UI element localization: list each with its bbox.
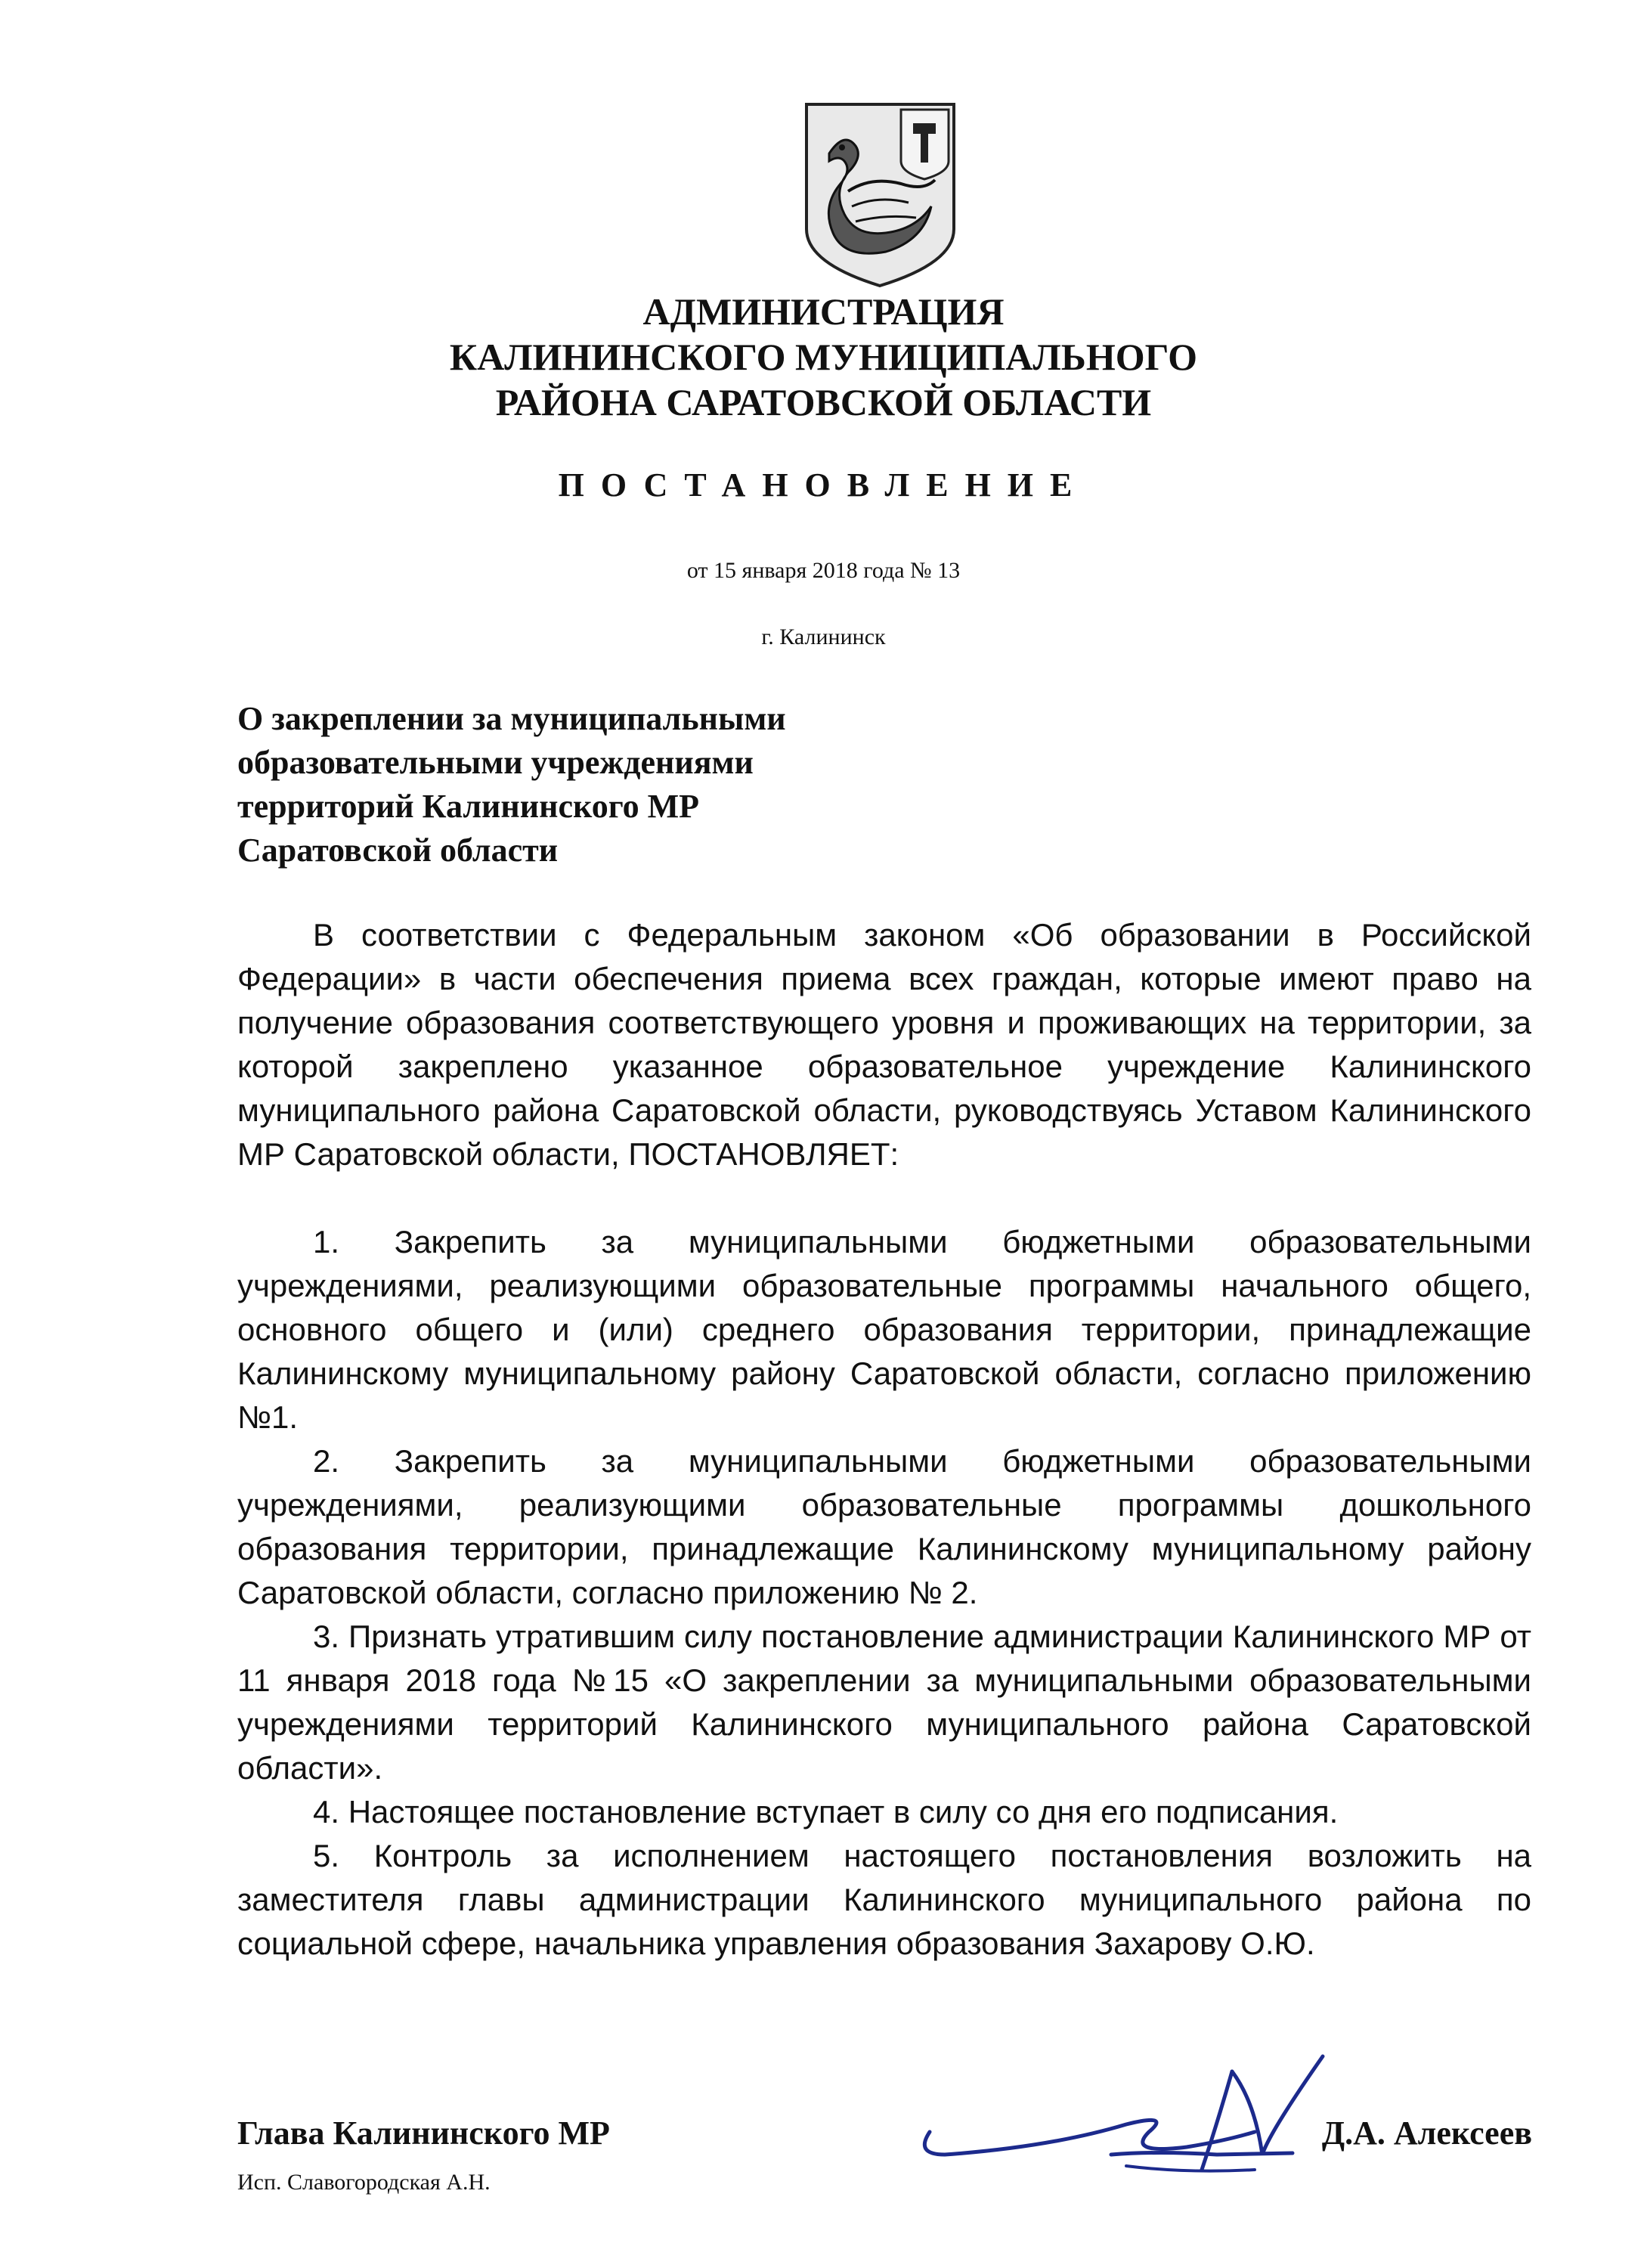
document-city: г. Калининск (761, 624, 886, 649)
document-subject (237, 697, 918, 872)
subject-line: О закреплении за муниципальными (237, 700, 786, 737)
coat-of-arms-icon (803, 101, 958, 290)
document-type: ПОСТАНОВЛЕНИЕ (558, 466, 1089, 503)
document-body (237, 913, 1531, 1966)
document-date-number: от 15 января 2018 года № 13 (686, 558, 961, 583)
resolution-item-3: 3. Признать утратившим силу постановление администрации Калининского МР от 11 января 2018 года №15 «О закреплении за муниципальными образовательными учреждениями территорий Калининского муниципального района Саратовской области». (237, 1619, 1531, 1786)
org-name-line-2: КАЛИНИНСКОГО МУНИЦИПАЛЬНОГО (449, 336, 1198, 378)
handwritten-signature (899, 2041, 1353, 2192)
resolution-item-1: 1. Закрепить за муниципальными бюджетными образовательными учреждениями, реализующими образовательные программы начального общего, основного общего и (или) среднего образования территории, принадлежащие Калининскому муниципальному району Саратовской области, согласно приложению №1. (237, 1224, 1531, 1435)
signatory-title: Глава Калининского МР (237, 2115, 610, 2152)
signatory-name: Д.А. Алексеев (1321, 2115, 1532, 2152)
subject-line: образовательными учреждениями (237, 744, 754, 781)
org-name-line-3: РАЙОНА САРАТОВСКОЙ ОБЛАСТИ (495, 381, 1152, 423)
resolution-item-2: 2. Закрепить за муниципальными бюджетными образовательными учреждениями, реализующими образовательные программы дошкольного образования территории, принадлежащие Калининскому муниципальному району Саратовской области, согласно приложению № 2. (237, 1443, 1531, 1610)
subject-line: Саратовской области (237, 832, 559, 869)
resolution-item-5: 5. Контроль за исполнением настоящего постановления возложить на заместителя главы администрации Калининского муниципального района по социальной сфере, начальника управления образования Захарову О.Ю. (237, 1838, 1531, 1961)
intro-paragraph: В соответствии с Федеральным законом «Об образовании в Российской Федерации» в части обеспечения приема всех граждан, которые имеют право на получение образования соответствующего уровня и проживающих на территории, за которой закреплено указанное образовательное учреждение Калининского муниципального района Саратовской области, руководствуясь Уставом Калининского МР Саратовской области, ПОСТАНОВЛЯЕТ: (237, 917, 1531, 1172)
subject-line: территорий Калининского МР (237, 788, 700, 825)
resolution-item-4: 4. Настоящее постановление вступает в силу со дня его подписания. (313, 1794, 1339, 1830)
executor-note: Исп. Славогородская А.Н. (237, 2170, 491, 2195)
org-name-line-1: АДМИНИСТРАЦИЯ (642, 290, 1005, 333)
